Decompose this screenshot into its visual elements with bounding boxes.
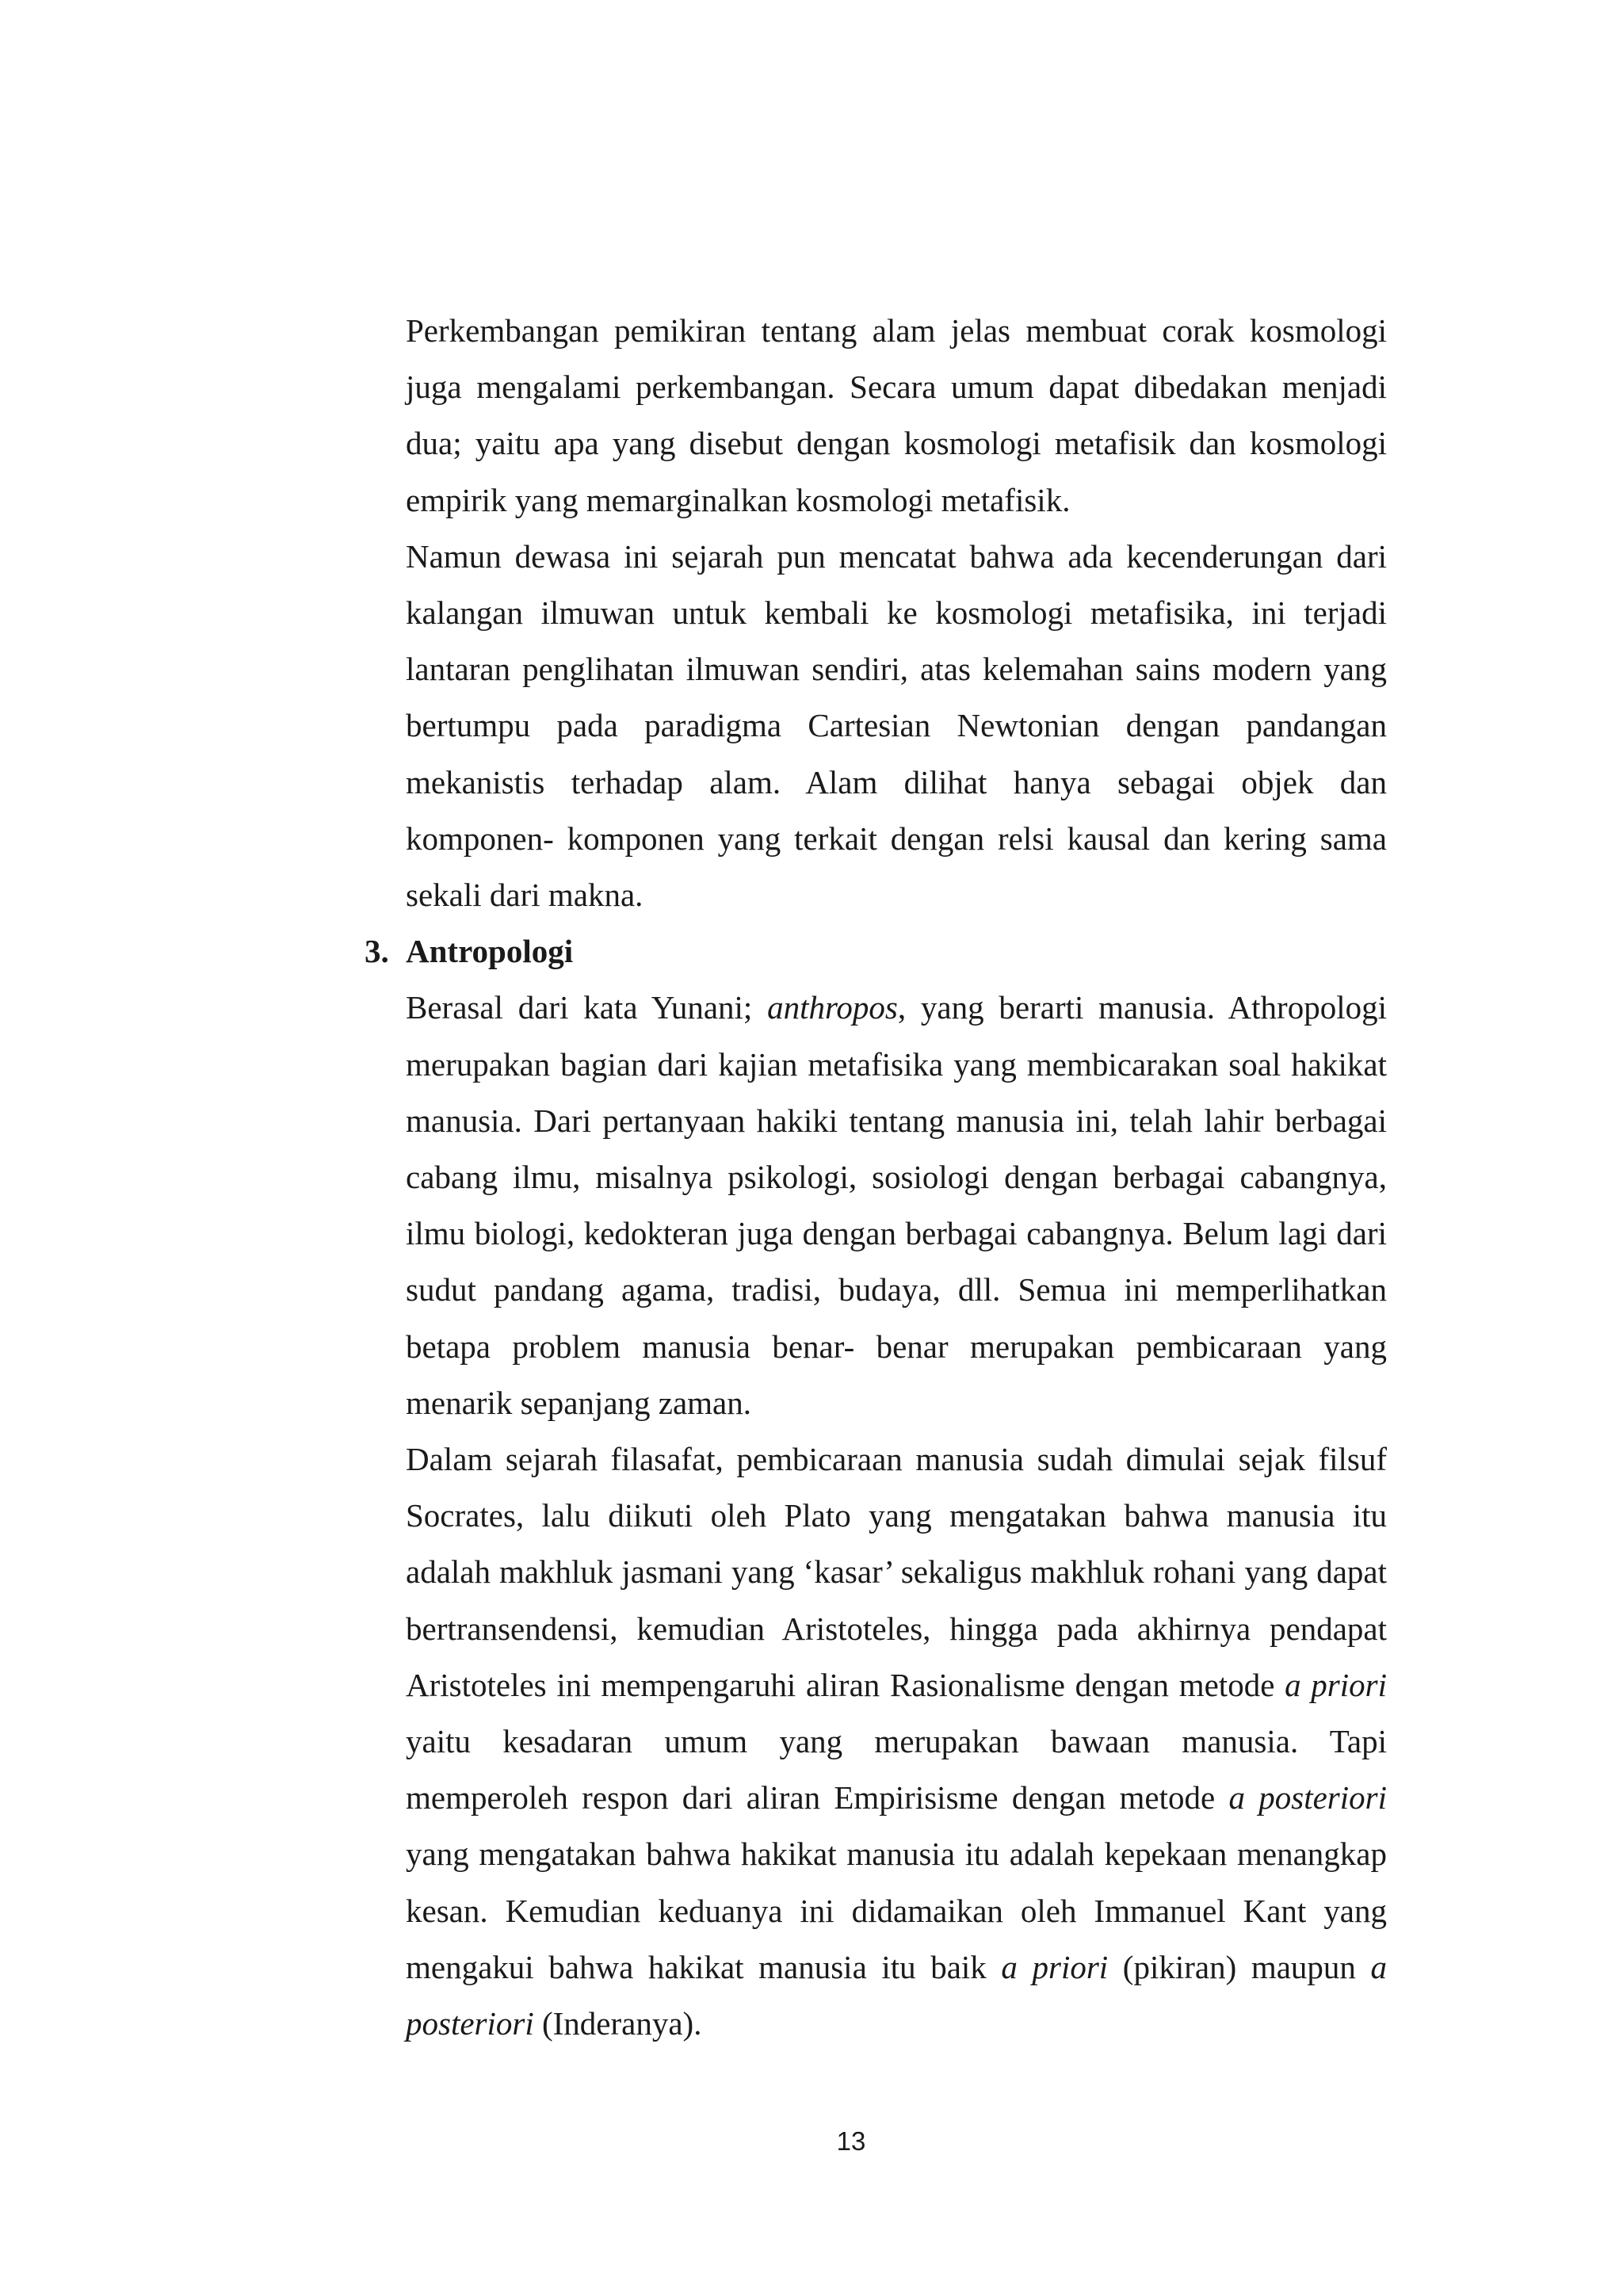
paragraph-antropologi-definisi — [406, 980, 1387, 1431]
section-title: Antropologi — [406, 933, 574, 970]
italic-term: a posteriori — [406, 1948, 1387, 2042]
paragraph-kosmologi-corak: Perkembangan pemikiran tentang alam jelas membuat corak kosmologi juga mengalami perkembangan. Secara umum dapat dibedakan menjadi dua; yaitu apa yang disebut dengan kosmologi metafisik dan kosmologi empirik yang memarginalkan kosmologi metafisik. — [406, 312, 1387, 518]
section-heading-antropologi — [365, 923, 1387, 980]
text-run: yang mengatakan bahwa hakikat manusia itu adalah kepekaan menangkap kesan. Kemudian keduanya ini didamaikan oleh Immanuel Kant yang mengakui bahwa hakikat manusia itu baik — [406, 1836, 1387, 1985]
italic-term: a priori — [1001, 1948, 1109, 1985]
italic-term: a priori — [1285, 1666, 1387, 1703]
italic-term: a posteriori — [1228, 1779, 1387, 1817]
text-run: Berasal dari kata Yunani; — [406, 989, 768, 1026]
text-run: (Inderanya). — [533, 2005, 702, 2042]
italic-term: anthropos — [767, 989, 898, 1026]
text-run: yaitu kesadaran umum yang merupakan bawaan manusia. Tapi memperoleh respon dari aliran Empirisisme dengan metode — [406, 1723, 1387, 1817]
paragraph-kosmologi-metafisika: Namun dewasa ini sejarah pun mencatat bahwa ada kecenderungan dari kalangan ilmuwan untuk kembali ke kosmologi metafisika, ini terjadi lantaran penglihatan ilmuwan sendiri, atas kelemahan sains modern yang bertumpu pada paradigma Cartesian Newtonian dengan pandangan mekanistis terhadap alam. Alam dilihat hanya sebagai objek dan komponen- komponen yang terkait dengan relsi kausal dan kering sama sekali dari makna. — [406, 537, 1387, 914]
text-run: , yang berarti manusia. Athropologi merupakan bagian dari kajian metafisika yang membicarakan soal hakikat manusia. Dari pertanyaan hakiki tentang manusia ini, telah lahir berbagai cabang ilmu, misalnya psikologi, sosiologi dengan berbagai cabangnya, ilmu biologi, kedokteran juga dengan berbagai cabangnya. Belum lagi dari sudut pandang agama, tradisi, budaya, dll. Semua ini memperlihatkan betapa problem manusia benar- benar merupakan pembicaraan yang menarik sepanjang zaman. — [406, 989, 1387, 1421]
text-run: Dalam sejarah filasafat, pembicaraan manusia sudah dimulai sejak filsuf Socrates, lalu diikuti oleh Plato yang mengatakan bahwa manusia itu adalah makhluk jasmani yang ‘kasar’ sekaligus makhluk rohani yang dapat bertransendensi, kemudian Aristoteles, hingga pada akhirnya pendapat Aristoteles ini mempengaruhi aliran Rasionalisme dengan metode — [406, 1441, 1387, 1703]
paragraph-sejarah-filsafat — [406, 1431, 1387, 2052]
page-number: 13 — [836, 2126, 866, 2156]
section-number: 3. — [365, 933, 389, 970]
text-run: (pikiran) maupun — [1108, 1948, 1371, 1985]
page-body — [365, 303, 1387, 2052]
